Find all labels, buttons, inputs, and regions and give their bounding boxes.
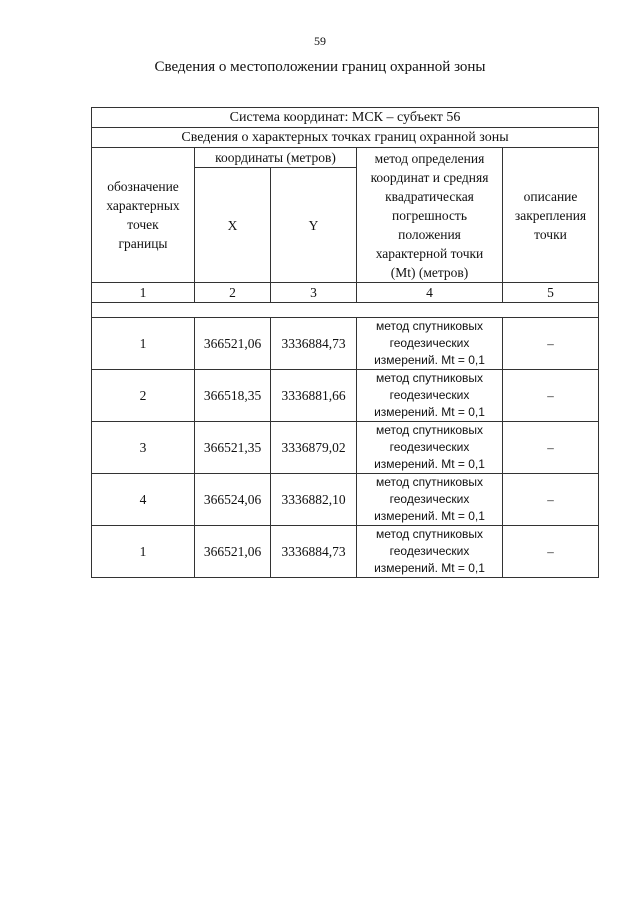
header-designation-line: характерных	[106, 198, 180, 213]
fixing-cell: –	[503, 526, 599, 578]
table-row	[92, 526, 599, 578]
column-number-row	[92, 283, 599, 303]
header-x: X	[195, 168, 271, 283]
method-line: измерений. Mt = 0,1	[374, 405, 485, 419]
header-method-line: характерной точки	[375, 245, 484, 261]
point-cell: 4	[92, 474, 195, 526]
method-line: метод спутниковых	[375, 423, 483, 437]
method-cell	[357, 526, 503, 578]
column-number: 4	[357, 283, 503, 303]
spacer-row	[92, 303, 599, 318]
header-y: Y	[271, 168, 357, 283]
table-row	[92, 370, 599, 422]
header-fixing-line: закрепления	[514, 207, 587, 223]
header-method-line: квадратическая	[385, 188, 474, 204]
x-cell: 366521,06	[195, 526, 271, 578]
y-cell: 3336881,66	[271, 370, 357, 422]
x-cell: 366521,35	[195, 422, 271, 474]
fixing-cell: –	[503, 370, 599, 422]
method-cell	[357, 370, 503, 422]
method-cell	[357, 422, 503, 474]
fixing-cell: –	[503, 422, 599, 474]
coordinate-system-row	[92, 108, 599, 128]
column-number: 3	[271, 283, 357, 303]
point-cell: 1	[92, 318, 195, 370]
header-designation-line: точек	[127, 217, 159, 232]
table-row	[92, 474, 599, 526]
page-number: 59	[314, 34, 326, 48]
header-fixing	[503, 148, 599, 283]
method-line: геодезических	[389, 388, 470, 402]
header-coordinates: координаты (метров)	[195, 148, 357, 168]
coordinate-system: Система координат: МСК – субъект 56	[92, 108, 599, 128]
method-line: метод спутниковых	[375, 527, 483, 541]
header-designation-line: обозначение	[107, 179, 179, 194]
header-method-line: (Mt) (метров)	[390, 264, 469, 280]
table-subtitle: Сведения о характерных точках границ охранной зоны	[92, 128, 599, 148]
y-cell: 3336884,73	[271, 526, 357, 578]
header-fixing-line: описание	[523, 188, 578, 204]
method-line: геодезических	[389, 544, 470, 558]
table-row	[92, 318, 599, 370]
y-cell: 3336879,02	[271, 422, 357, 474]
method-line: геодезических	[389, 492, 470, 506]
point-cell: 1	[92, 526, 195, 578]
column-number: 2	[195, 283, 271, 303]
spacer-cell	[92, 303, 599, 318]
column-number: 1	[92, 283, 195, 303]
header-designation	[92, 148, 195, 283]
method-line: измерений. Mt = 0,1	[374, 457, 485, 471]
fixing-cell: –	[503, 474, 599, 526]
table-row	[92, 422, 599, 474]
method-cell	[357, 318, 503, 370]
fixing-cell: –	[503, 318, 599, 370]
method-line: измерений. Mt = 0,1	[374, 353, 485, 367]
page-title: Сведения о местоположении границ охранной зоны	[154, 59, 486, 75]
x-cell: 366521,06	[195, 318, 271, 370]
header-method-line: положения	[398, 226, 461, 242]
method-line: геодезических	[389, 440, 470, 454]
method-cell	[357, 474, 503, 526]
method-line: измерений. Mt = 0,1	[374, 561, 485, 575]
header-fixing-line: точки	[534, 226, 567, 242]
method-line: метод спутниковых	[375, 371, 483, 385]
header-method-line: координат и средняя	[370, 169, 489, 185]
table-subtitle-row	[92, 128, 599, 148]
column-number: 5	[503, 283, 599, 303]
method-line: измерений. Mt = 0,1	[374, 509, 485, 523]
point-cell: 2	[92, 370, 195, 422]
method-line: геодезических	[389, 336, 470, 350]
header-row	[92, 148, 599, 168]
header-method-line: метод определения	[374, 150, 485, 166]
y-cell: 3336884,73	[271, 318, 357, 370]
boundary-points-table	[91, 107, 599, 578]
method-line: метод спутниковых	[375, 319, 483, 333]
header-method	[357, 148, 503, 283]
y-cell: 3336882,10	[271, 474, 357, 526]
header-method-line: погрешность	[391, 207, 467, 223]
x-cell: 366518,35	[195, 370, 271, 422]
point-cell: 3	[92, 422, 195, 474]
method-line: метод спутниковых	[375, 475, 483, 489]
header-designation-line: границы	[118, 236, 168, 251]
x-cell: 366524,06	[195, 474, 271, 526]
